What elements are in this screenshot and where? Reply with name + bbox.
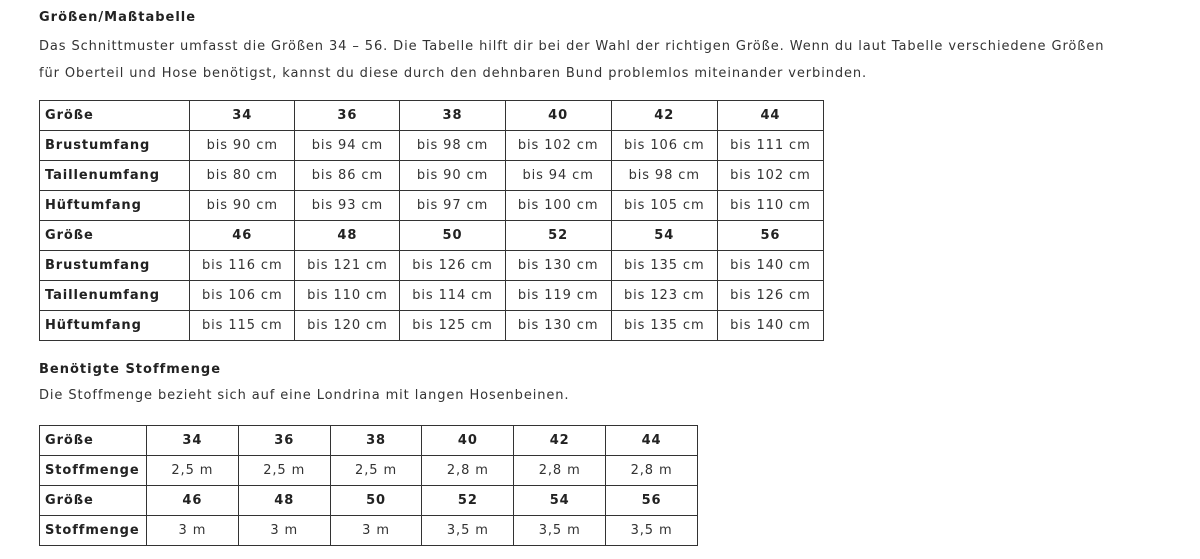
size-table-cell: bis 90 cm: [400, 161, 505, 191]
fabric-table-row-label: Größe: [40, 426, 147, 456]
size-table-cell: bis 114 cm: [400, 281, 505, 311]
size-table-intro-line2: für Oberteil und Hose benötigst, kannst du diese durch den dehnbaren Bund problemlos miteinander verbinden.: [39, 66, 868, 81]
size-table-cell: bis 130 cm: [505, 251, 611, 281]
size-table-heading: Größen/Maßtabelle: [39, 10, 197, 25]
size-table-row: [40, 131, 824, 161]
fabric-table-cell: 56: [606, 486, 698, 516]
fabric-table-row: [40, 486, 698, 516]
fabric-table-cell: 34: [146, 426, 238, 456]
size-table-cell: bis 110 cm: [717, 191, 823, 221]
fabric-table-cell: 36: [238, 426, 330, 456]
size-table-cell: bis 125 cm: [400, 311, 505, 341]
size-table-cell: bis 123 cm: [611, 281, 717, 311]
fabric-table-cell: 2,5 m: [238, 456, 330, 486]
size-table-cell: 46: [190, 221, 295, 251]
size-table-row: [40, 311, 824, 341]
size-table-cell: 40: [505, 101, 611, 131]
size-table-cell: bis 115 cm: [190, 311, 295, 341]
size-table-row: [40, 281, 824, 311]
fabric-table-cell: 52: [422, 486, 514, 516]
fabric-intro: Die Stoffmenge bezieht sich auf eine Londrina mit langen Hosenbeinen.: [39, 388, 570, 403]
size-table-cell: bis 120 cm: [295, 311, 400, 341]
fabric-table-cell: 2,8 m: [422, 456, 514, 486]
size-table-cell: bis 86 cm: [295, 161, 400, 191]
size-table-cell: bis 106 cm: [190, 281, 295, 311]
size-table-cell: bis 110 cm: [295, 281, 400, 311]
fabric-table-row: [40, 456, 698, 486]
size-table-row-label: Hüftumfang: [40, 311, 190, 341]
size-table-cell: bis 135 cm: [611, 251, 717, 281]
size-table-row: [40, 101, 824, 131]
size-table-row-label: Hüftumfang: [40, 191, 190, 221]
size-table-cell: bis 111 cm: [717, 131, 823, 161]
fabric-table-cell: 44: [606, 426, 698, 456]
size-table-row: [40, 221, 824, 251]
size-table-cell: bis 102 cm: [717, 161, 823, 191]
fabric-table-row-label: Stoffmenge: [40, 516, 147, 546]
size-table-row: [40, 191, 824, 221]
size-table-cell: bis 105 cm: [611, 191, 717, 221]
size-table-row-label: Brustumfang: [40, 131, 190, 161]
size-table-row-label: Größe: [40, 221, 190, 251]
size-table-intro-line1: Das Schnittmuster umfasst die Größen 34 – 56. Die Tabelle hilft dir bei der Wahl der richtigen Größe. Wenn du laut Tabelle verschiedene Größen: [39, 39, 1105, 54]
fabric-table-cell: 46: [146, 486, 238, 516]
size-table-cell: bis 106 cm: [611, 131, 717, 161]
size-table-cell: bis 116 cm: [190, 251, 295, 281]
size-table-cell: 52: [505, 221, 611, 251]
fabric-table-cell: 2,8 m: [606, 456, 698, 486]
fabric-table-row: [40, 516, 698, 546]
size-table-cell: bis 119 cm: [505, 281, 611, 311]
size-table-cell: bis 93 cm: [295, 191, 400, 221]
size-table-cell: bis 140 cm: [717, 251, 823, 281]
size-table-cell: bis 100 cm: [505, 191, 611, 221]
fabric-table-cell: 48: [238, 486, 330, 516]
size-table-row-label: Taillenumfang: [40, 161, 190, 191]
size-table-cell: bis 98 cm: [611, 161, 717, 191]
size-table-cell: 36: [295, 101, 400, 131]
size-table-cell: 56: [717, 221, 823, 251]
size-table-row: [40, 161, 824, 191]
fabric-table-row-label: Größe: [40, 486, 147, 516]
fabric-table-cell: 40: [422, 426, 514, 456]
size-table-cell: bis 126 cm: [717, 281, 823, 311]
size-table-cell: bis 94 cm: [295, 131, 400, 161]
size-table-cell: bis 102 cm: [505, 131, 611, 161]
fabric-table-row-label: Stoffmenge: [40, 456, 147, 486]
size-table-cell: bis 135 cm: [611, 311, 717, 341]
fabric-table-cell: 38: [330, 426, 422, 456]
size-table-row-label: Taillenumfang: [40, 281, 190, 311]
size-table-cell: bis 90 cm: [190, 191, 295, 221]
fabric-heading: Benötigte Stoffmenge: [39, 362, 222, 377]
fabric-table-cell: 3,5 m: [514, 516, 606, 546]
fabric-table-cell: 54: [514, 486, 606, 516]
size-table-cell: bis 98 cm: [400, 131, 505, 161]
size-table-cell: 44: [717, 101, 823, 131]
fabric-table-cell: 2,5 m: [146, 456, 238, 486]
size-table-row-label: Brustumfang: [40, 251, 190, 281]
size-table-cell: 38: [400, 101, 505, 131]
size-table-cell: bis 140 cm: [717, 311, 823, 341]
size-table-cell: bis 80 cm: [190, 161, 295, 191]
size-table-cell: bis 121 cm: [295, 251, 400, 281]
size-table-row: [40, 251, 824, 281]
fabric-table-cell: 3,5 m: [606, 516, 698, 546]
size-table-cell: 42: [611, 101, 717, 131]
size-table: [39, 100, 824, 341]
fabric-table-cell: 3,5 m: [422, 516, 514, 546]
fabric-table-cell: 50: [330, 486, 422, 516]
fabric-table: [39, 425, 698, 546]
fabric-table-cell: 2,8 m: [514, 456, 606, 486]
size-table-cell: 48: [295, 221, 400, 251]
fabric-table-row: [40, 426, 698, 456]
size-table-cell: bis 97 cm: [400, 191, 505, 221]
size-table-cell: 34: [190, 101, 295, 131]
fabric-table-cell: 3 m: [238, 516, 330, 546]
size-table-cell: bis 94 cm: [505, 161, 611, 191]
size-table-cell: bis 130 cm: [505, 311, 611, 341]
size-table-cell: bis 126 cm: [400, 251, 505, 281]
size-table-cell: 50: [400, 221, 505, 251]
fabric-table-cell: 2,5 m: [330, 456, 422, 486]
fabric-table-cell: 42: [514, 426, 606, 456]
size-table-cell: bis 90 cm: [190, 131, 295, 161]
size-table-row-label: Größe: [40, 101, 190, 131]
fabric-table-cell: 3 m: [146, 516, 238, 546]
fabric-table-cell: 3 m: [330, 516, 422, 546]
size-table-cell: 54: [611, 221, 717, 251]
